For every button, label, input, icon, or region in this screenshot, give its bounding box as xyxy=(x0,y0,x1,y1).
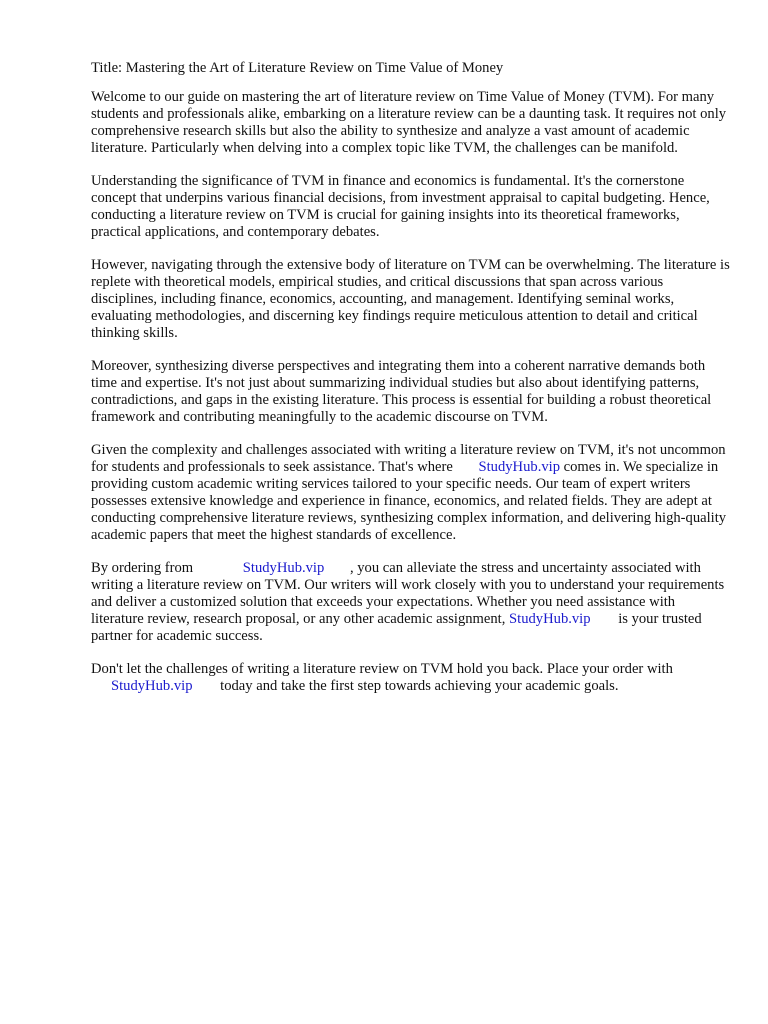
paragraph-significance: Understanding the significance of TVM in finance and economics is fundamental. It's the cornerstone concept that underpins various financial decisions, from investment appraisal to capital budgeting. Hence, conducting a literature review on TVM is crucial for gaining insights into its theoretical frameworks, practical applications, and contemporary debates. xyxy=(91,173,710,240)
paragraph-closing-text-1: Don't let the challenges of writing a literature review on TVM hold you back. Place your order with xyxy=(91,661,673,677)
studyhub-link-3[interactable]: StudyHub.vip xyxy=(509,611,591,627)
paragraph-assistance-text-2: comes in. We specialize in providing custom academic writing services tailored to your specific needs. Our team of expert writers possesses extensive knowledge and experience in finance, economics, and related fields. They are adept at conducting comprehensive literature reviews, synthesizing complex information, and delivering high-quality academic papers that meet the highest standards of excellence. xyxy=(91,459,727,543)
paragraph-ordering xyxy=(91,560,731,645)
paragraph-assistance-text-1: Given the complexity and challenges associated with writing a literature review on TVM, it's not uncommon for students and professionals to seek assistance. That's where xyxy=(91,442,726,475)
studyhub-link-4[interactable]: StudyHub.vip xyxy=(111,678,193,694)
paragraph-ordering-text-2: , you can alleviate the stress and uncertainty associated with writing a literature review on TVM. Our writers will work closely with you to understand your requirements and deliver a customized solution that exceeds your expectations. Whether you need assistance with literature review, research proposal, or any other academic assignment, xyxy=(91,560,725,627)
paragraph-closing-text-2: today and take the first step towards achieving your academic goals. xyxy=(220,678,619,694)
paragraph-synthesis: Moreover, synthesizing diverse perspectives and integrating them into a coherent narrative demands both time and expertise. It's not just about summarizing individual studies but also about identifying patterns, contradictions, and gaps in the existing literature. This process is essential for building a robust theoretical framework and contributing meaningfully to the academic discourse on TVM. xyxy=(91,358,712,425)
paragraph-challenges: However, navigating through the extensive body of literature on TVM can be overwhelming. The literature is replete with theoretical models, empirical studies, and critical discussions that span across various disciplines, including finance, economics, accounting, and management. Identifying seminal works, evaluating methodologies, and discerning key findings require meticulous attention to detail and critical thinking skills. xyxy=(91,257,730,341)
paragraph-ordering-text-1: By ordering from xyxy=(91,560,194,576)
paragraph-intro: Welcome to our guide on mastering the art of literature review on Time Value of Money (TVM). For many students and professionals alike, embarking on a literature review can be a daunting task. It requires not only comprehensive research skills but also the ability to synthesize and analyze a vast amount of academic literature. Particularly when delving into a complex topic like TVM, the challenges can be manifold. xyxy=(91,89,727,156)
studyhub-link-2[interactable]: StudyHub.vip xyxy=(242,560,325,576)
document-title: Title: Mastering the Art of Literature Review on Time Value of Money xyxy=(91,60,504,76)
studyhub-link-1[interactable]: StudyHub.vip xyxy=(478,459,560,475)
paragraph-assistance xyxy=(91,442,731,544)
document-page xyxy=(91,60,731,711)
paragraph-closing xyxy=(91,661,731,695)
paragraph-ordering-text-3: is your trusted partner for academic success. xyxy=(91,611,702,644)
